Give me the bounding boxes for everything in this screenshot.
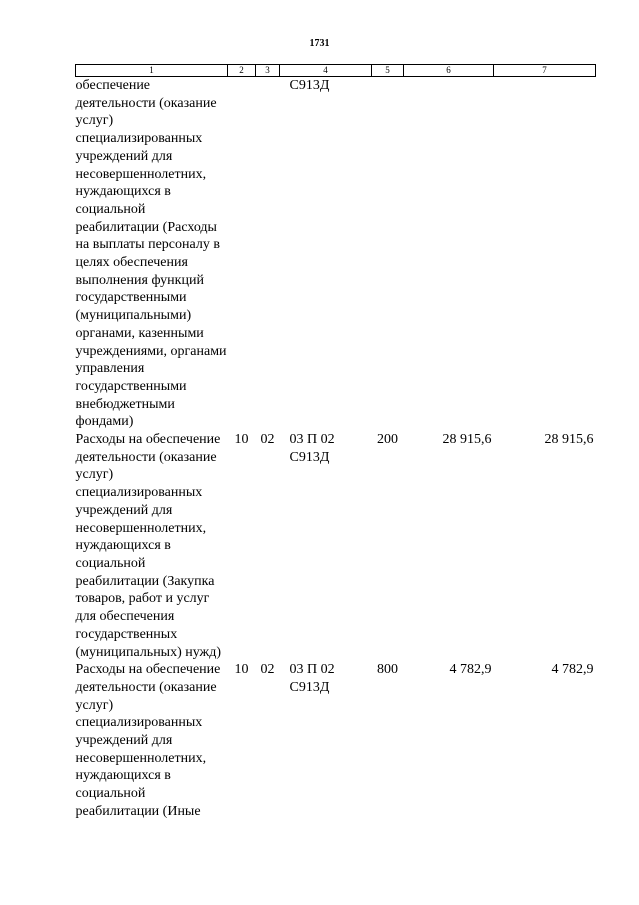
expense-type-cell: 800 bbox=[377, 662, 398, 678]
section-code-cell: 10 bbox=[234, 432, 249, 448]
column-header-1: 1 bbox=[76, 65, 228, 77]
target-article-cell: 03 П 02 С913Д bbox=[289, 662, 335, 695]
column-header-6: 6 bbox=[404, 65, 494, 77]
amount-cell-2: 4 782,9 bbox=[551, 662, 594, 678]
column-header-3: 3 bbox=[256, 65, 280, 77]
table-row bbox=[76, 661, 596, 820]
expense-name-cell: Расходы на обеспечение деятельности (оказание услуг) специализированных учреждений для несовершеннолетних, нуждающихся в социальной реабилитации (Иные bbox=[75, 662, 221, 819]
section-code-cell: 10 bbox=[234, 662, 249, 678]
subsection-code-cell: 02 bbox=[260, 432, 275, 448]
column-header-2: 2 bbox=[228, 65, 256, 77]
table-row bbox=[76, 431, 596, 661]
subsection-code-cell: 02 bbox=[260, 662, 275, 678]
budget-table bbox=[75, 64, 596, 821]
amount-cell-1: 4 782,9 bbox=[449, 662, 492, 678]
column-header-5: 5 bbox=[372, 65, 404, 77]
expense-type-cell: 200 bbox=[377, 432, 398, 448]
subsection-code-cell bbox=[256, 77, 280, 432]
amount-cell-1 bbox=[404, 77, 494, 432]
target-article-cell: С913Д bbox=[289, 78, 330, 93]
page-number: 1731 bbox=[309, 38, 330, 49]
expense-type-cell bbox=[372, 77, 404, 432]
expense-name-cell: обеспечение деятельности (оказание услуг) специализированных учреждений для несовершеннолетних, нуждающихся в социальной реабилитации (Расходы на выплаты персоналу в целях обеспечения выполнения функций государственными (муниципальными) органами, казенными учреждениями, органами управления государственными внебюджетными фондами) bbox=[75, 78, 227, 430]
table-header-row bbox=[76, 65, 596, 77]
amount-cell-2 bbox=[494, 77, 596, 432]
table-row bbox=[76, 77, 596, 432]
target-article-cell: 03 П 02 С913Д bbox=[289, 432, 335, 465]
column-header-4: 4 bbox=[280, 65, 372, 77]
section-code-cell bbox=[228, 77, 256, 432]
amount-cell-2: 28 915,6 bbox=[544, 432, 594, 448]
expense-name-cell: Расходы на обеспечение деятельности (оказание услуг) специализированных учреждений для несовершеннолетних, нуждающихся в социальной реабилитации (Закупка товаров, работ и услуг для обеспечения государственных (муниципальных) нужд) bbox=[75, 432, 222, 660]
amount-cell-1: 28 915,6 bbox=[442, 432, 492, 448]
column-header-7: 7 bbox=[494, 65, 596, 77]
